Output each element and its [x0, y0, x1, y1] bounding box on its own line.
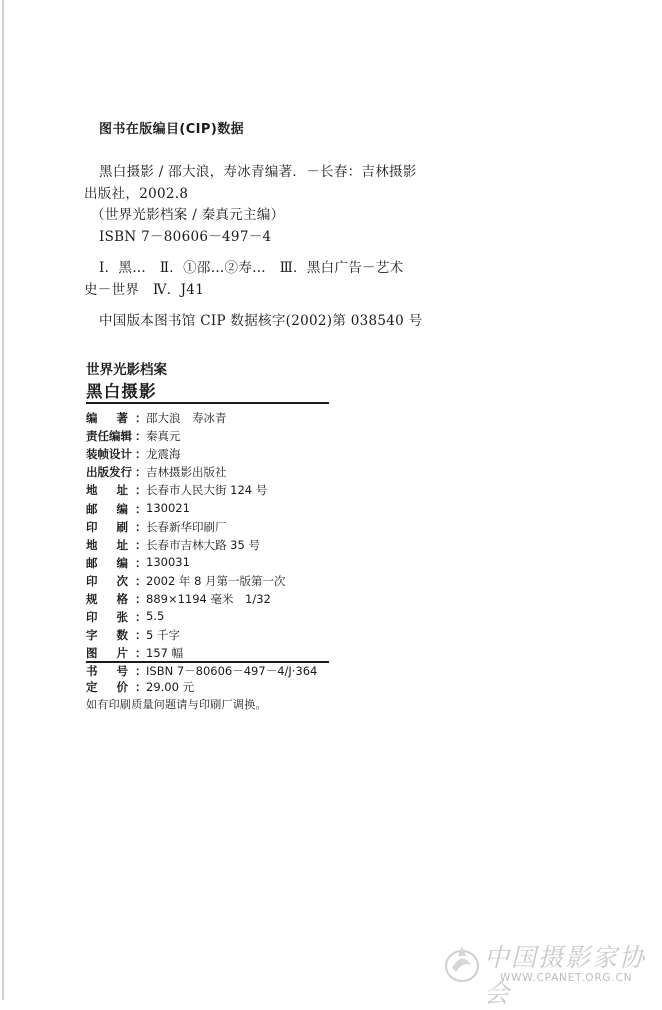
colophon-label: 邮 编	[86, 555, 128, 570]
colophon-label: 邮 编	[86, 501, 128, 516]
colophon-label: 印 张	[86, 610, 128, 625]
colophon-label: 地 址	[86, 483, 128, 498]
colophon-label: 规 格	[86, 592, 128, 606]
colophon-value: 130031	[146, 554, 190, 569]
cip-heading: 图书在版编目(CIP)数据	[99, 122, 244, 137]
colon: ：	[135, 646, 147, 661]
divider-rule	[86, 402, 329, 404]
cip-line: 出版社，2002.8	[84, 186, 189, 202]
colophon-value: 长春市吉林大路 35 号	[146, 537, 260, 552]
colon: ：	[135, 447, 147, 462]
colon: ：	[135, 628, 147, 643]
colon: ：	[135, 501, 147, 516]
watermark-text: 中国摄影家协会	[484, 943, 647, 1008]
colophon-value: 130021	[146, 500, 190, 515]
colophon-label: 图 片	[86, 646, 128, 661]
series-title: 世界光影档案	[86, 362, 167, 378]
colophon-label: 责任编辑	[86, 429, 132, 444]
colophon-label: 字 数	[86, 628, 128, 643]
colon: ：	[135, 555, 147, 570]
cip-line: 黑白摄影 / 邵大浪，寿冰青编著．－长春：吉林摄影	[99, 164, 417, 180]
price-label: 定 价	[86, 680, 128, 694]
colophon-label: 印 刷	[86, 519, 128, 534]
colophon-label: 印 次	[86, 573, 128, 588]
colon: ：	[135, 465, 147, 480]
notice-text: 如有印刷质量问题请与印刷厂调换。	[86, 698, 267, 711]
colophon-value: 889×1194 毫米 1/32	[146, 592, 271, 606]
colophon-value: 龙震海	[146, 447, 181, 462]
cip-line: 中国版本图书馆 CIP 数据核字(2002)第 038540 号	[99, 313, 423, 329]
colophon-value: 吉林摄影出版社	[146, 465, 227, 480]
watermark-url: WWW.CPANET.ORG.CN	[500, 972, 633, 984]
colophon-value: 长春市人民大街 124 号	[146, 483, 268, 498]
colon: ：	[135, 610, 147, 625]
cip-line: ISBN 7－80606－497－4	[99, 229, 272, 245]
price-value: 29.00 元	[146, 680, 195, 694]
book-title: 黑白摄影	[86, 382, 157, 401]
cip-line: Ⅰ．黑… Ⅱ．①邵…②寿… Ⅲ．黑白广告－艺术	[99, 260, 404, 276]
colon: ：	[135, 519, 147, 534]
colon: ：	[135, 537, 147, 552]
colophon-value: 秦真元	[146, 429, 181, 444]
colophon-value: 邵大浪 寿冰青	[146, 411, 227, 425]
colophon-value: 长春新华印刷厂	[146, 519, 227, 534]
colon: ：	[135, 411, 147, 425]
colon: ：	[135, 483, 147, 498]
colophon-value: 5.5	[146, 609, 165, 624]
cip-line: （世界光影档案 / 秦真元主编）	[91, 207, 285, 223]
cip-line: 史－世界 Ⅳ．J41	[84, 282, 205, 298]
colon: ：	[135, 573, 147, 588]
colon: ：	[135, 664, 147, 679]
colon: ：	[135, 429, 147, 444]
colon: ：	[135, 592, 147, 606]
colophon-label: 编 著	[86, 411, 128, 425]
colophon-label: 装帧设计	[86, 447, 132, 462]
colophon-label: 出版发行	[86, 465, 132, 480]
colophon-label: 书 号	[86, 664, 128, 679]
divider-rule	[86, 661, 329, 663]
colon: ：	[135, 680, 147, 694]
colophon-value: 157 幅	[146, 646, 184, 661]
colophon-value: ISBN 7－80606－497－4/J·364	[146, 664, 318, 679]
watermark	[442, 936, 652, 1008]
cpa-logo-icon	[442, 942, 482, 984]
colophon-value: 2002 年 8 月第一版第一次	[146, 573, 286, 588]
colophon-label: 地 址	[86, 537, 128, 552]
colophon-value: 5 千字	[146, 628, 180, 643]
